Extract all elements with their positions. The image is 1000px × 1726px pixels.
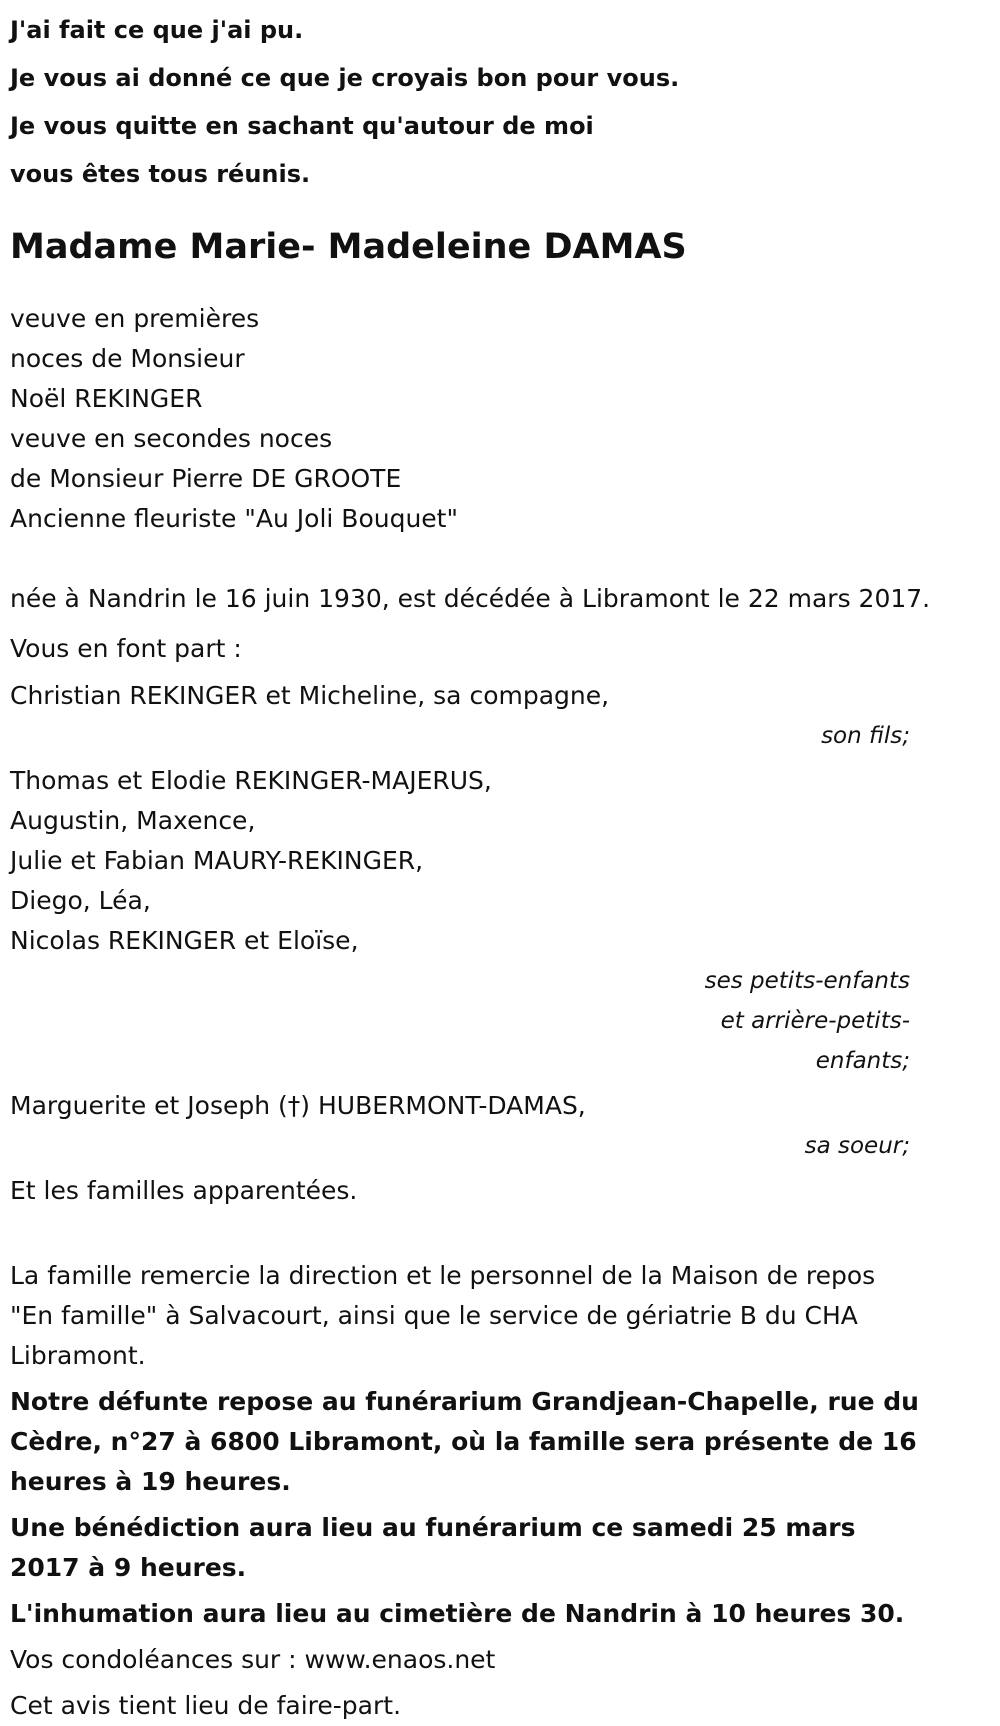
bio-line: veuve en premières bbox=[10, 304, 260, 333]
relatives-line: Et les familles apparentées. bbox=[10, 1176, 358, 1205]
announce-label: Vous en font part : bbox=[10, 634, 242, 663]
family-name-line: Christian REKINGER et Micheline, sa compagne, bbox=[10, 681, 610, 710]
relation-label: son fils; bbox=[821, 723, 910, 749]
burial-paragraph: L'inhumation aura lieu au cimetière de Nandrin à 10 heures 30. bbox=[10, 1599, 905, 1628]
bio-line: de Monsieur Pierre DE GROOTE bbox=[10, 464, 402, 493]
family-name-line: Nicolas REKINGER et Eloïse, bbox=[10, 926, 359, 955]
bio-line: veuve en secondes noces bbox=[10, 424, 333, 453]
condolences-line: Vos condoléances sur : www.enaos.net bbox=[10, 1645, 496, 1674]
family-name-line: Diego, Léa, bbox=[10, 886, 151, 915]
relation-label: enfants; bbox=[815, 1048, 910, 1074]
poem-line: Je vous ai donné ce que je croyais bon pour vous. bbox=[10, 64, 680, 92]
relation-label: sa soeur; bbox=[804, 1133, 910, 1159]
family-name-line: Augustin, Maxence, bbox=[10, 806, 256, 835]
family-name-line: Thomas et Elodie REKINGER-MAJERUS, bbox=[10, 766, 492, 795]
relation-label: ses petits-enfants bbox=[704, 968, 910, 994]
family-son bbox=[10, 676, 1000, 756]
poem-line: J'ai fait ce que j'ai pu. bbox=[10, 16, 304, 44]
family-name-line: Marguerite et Joseph (†) HUBERMONT-DAMAS, bbox=[10, 1091, 586, 1120]
birth-death-line: née à Nandrin le 16 juin 1930, est décédée à Libramont le 22 mars 2017. bbox=[10, 584, 931, 613]
poem-line: vous êtes tous réunis. bbox=[10, 160, 311, 188]
spacer bbox=[10, 539, 1000, 579]
bio-line: Noël REKINGER bbox=[10, 384, 203, 413]
poem-block bbox=[10, 0, 1000, 198]
family-name-line: Julie et Fabian MAURY-REKINGER, bbox=[10, 846, 424, 875]
blessing-paragraph: Une bénédiction aura lieu au funérarium ce samedi 25 mars 2017 à 9 heures. bbox=[10, 1513, 856, 1582]
family-sister bbox=[10, 1086, 1000, 1166]
closing-line: Cet avis tient lieu de faire-part. bbox=[10, 1691, 402, 1720]
deceased-name: Madame Marie- Madeleine DAMAS bbox=[10, 227, 687, 267]
relation-label: et arrière-petits- bbox=[720, 1008, 910, 1034]
thanks-paragraph: La famille remercie la direction et le personnel de la Maison de repos "En famille" à Salvacourt, ainsi que le service de gériatrie B du CHA Libramont. bbox=[10, 1261, 876, 1370]
poem-line: Je vous quitte en sachant qu'autour de moi bbox=[10, 112, 594, 140]
bio-line: Ancienne fleuriste "Au Joli Bouquet" bbox=[10, 504, 458, 533]
family-grandchildren bbox=[10, 761, 1000, 1081]
viewing-paragraph: Notre défunte repose au funérarium Grandjean-Chapelle, rue du Cèdre, n°27 à 6800 Libramont, où la famille sera présente de 16 heures à 19 heures. bbox=[10, 1387, 919, 1496]
bio-block bbox=[10, 299, 1000, 539]
bio-line: noces de Monsieur bbox=[10, 344, 245, 373]
